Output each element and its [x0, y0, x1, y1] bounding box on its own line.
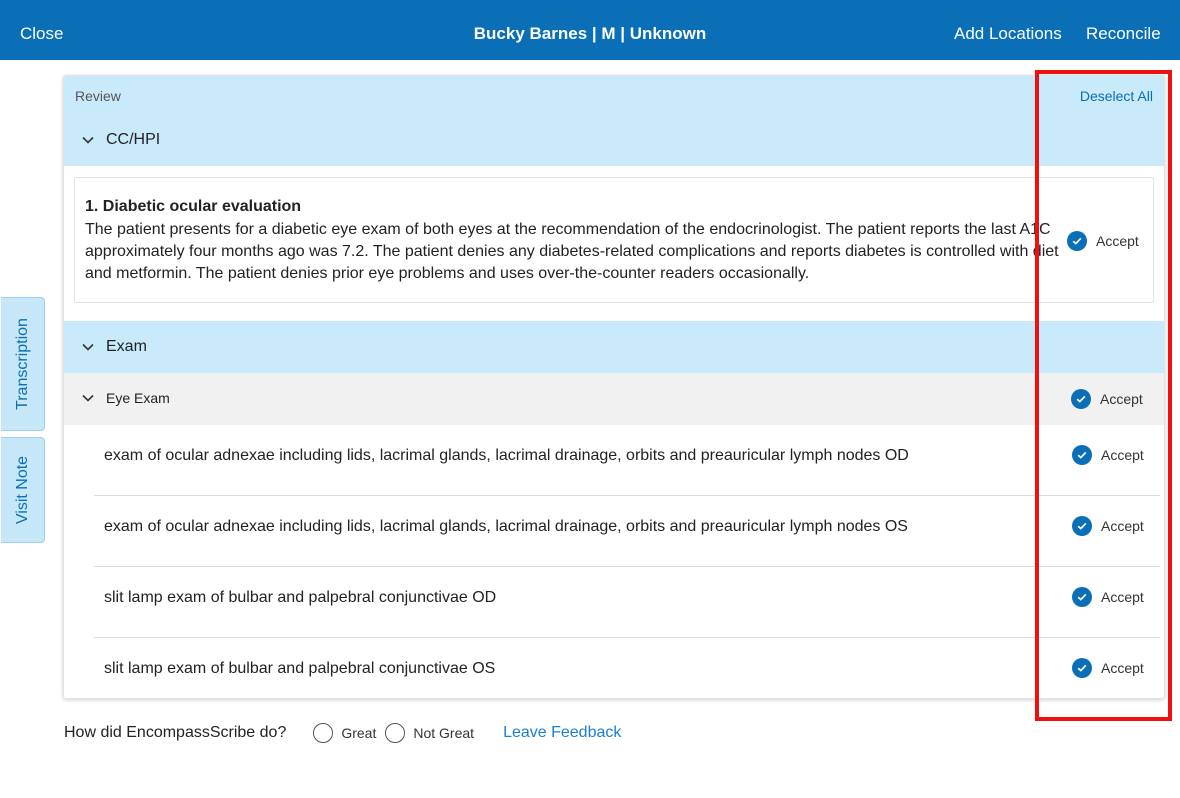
accept-label: Accept	[1096, 233, 1139, 249]
deselect-all-button[interactable]: Deselect All	[1079, 88, 1153, 104]
radio-great[interactable]	[313, 723, 333, 743]
accept-label: Accept	[1100, 391, 1143, 407]
close-button[interactable]: Close	[20, 24, 64, 43]
accept-exam-item-toggle[interactable]	[1072, 445, 1144, 465]
accept-label: Accept	[1101, 447, 1144, 463]
exam-item-text: slit lamp exam of bulbar and palpebral conjunctivae OS	[104, 660, 496, 677]
cc-hpi-section-label: CC/HPI	[106, 131, 161, 148]
review-label: Review	[75, 88, 121, 104]
feedback-option-not-great-label: Not Great	[413, 725, 475, 741]
feedback-option-great[interactable]	[313, 723, 376, 743]
review-header	[64, 76, 1164, 166]
exam-section-label: Exam	[106, 338, 147, 355]
tab-transcription-label: Transcription	[13, 318, 31, 410]
tab-visit-note-label: Visit Note	[13, 455, 31, 525]
accept-exam-item-toggle[interactable]	[1072, 516, 1144, 536]
accept-exam-item-toggle[interactable]	[1072, 587, 1144, 607]
eye-exam-section-toggle[interactable]	[80, 390, 170, 406]
exam-item-text: slit lamp exam of bulbar and palpebral conjunctivae OD	[104, 589, 497, 606]
tab-visit-note[interactable]	[1, 437, 45, 543]
accept-label: Accept	[1101, 518, 1144, 534]
check-circle-icon	[1071, 389, 1091, 409]
cc-hpi-item	[74, 177, 1154, 303]
reconcile-button[interactable]: Reconcile	[1086, 24, 1161, 43]
exam-item-row	[94, 567, 1160, 638]
feedback-option-not-great[interactable]	[385, 723, 474, 743]
top-bar	[0, 0, 1180, 60]
accept-cc-hpi-toggle[interactable]	[1067, 231, 1139, 251]
accept-label: Accept	[1101, 589, 1144, 605]
eye-exam-section-label: Eye Exam	[106, 390, 170, 406]
exam-item-row	[94, 496, 1160, 567]
check-circle-icon	[1067, 231, 1087, 251]
chevron-down-icon	[80, 390, 96, 406]
exam-item-text: exam of ocular adnexae including lids, lacrimal glands, lacrimal drainage, orbits and preauricular lymph nodes OD	[104, 447, 909, 464]
radio-not-great[interactable]	[385, 723, 405, 743]
tab-transcription[interactable]	[1, 297, 45, 431]
leave-feedback-link[interactable]: Leave Feedback	[503, 724, 622, 741]
exam-section-toggle[interactable]	[80, 338, 147, 356]
eye-exam-header	[64, 373, 1164, 425]
chevron-down-icon	[80, 132, 96, 148]
accept-exam-item-toggle[interactable]	[1072, 658, 1144, 678]
chevron-down-icon	[80, 339, 96, 355]
feedback-question: How did EncompassScribe do?	[64, 724, 287, 741]
patient-title: Bucky Barnes | M | Unknown	[473, 24, 707, 43]
cc-hpi-item-title: 1. Diabetic ocular evaluation	[85, 198, 302, 215]
check-circle-icon	[1072, 445, 1092, 465]
cc-hpi-section-toggle[interactable]	[80, 131, 160, 149]
check-circle-icon	[1072, 658, 1092, 678]
exam-item-row	[94, 638, 1160, 699]
feedback-row	[64, 723, 621, 743]
check-circle-icon	[1072, 587, 1092, 607]
check-circle-icon	[1072, 516, 1092, 536]
exam-item-text: exam of ocular adnexae including lids, lacrimal glands, lacrimal drainage, orbits and preauricular lymph nodes OS	[104, 518, 908, 535]
accept-eye-exam-toggle[interactable]	[1071, 389, 1143, 409]
review-card	[63, 75, 1165, 699]
add-locations-button[interactable]: Add Locations	[954, 24, 1062, 43]
accept-label: Accept	[1101, 660, 1144, 676]
cc-hpi-item-text: The patient presents for a diabetic eye exam of both eyes at the recommendation of the endocrinologist. The patient reports the last A1C approximately four months ago was 7.2. The patient denies any diabetes-related complications and reports diabetes is controlled with diet and metformin. The patient denies prior eye problems and uses over-the-counter readers occasionally.	[85, 221, 1059, 282]
exam-item-row	[94, 425, 1160, 496]
feedback-option-great-label: Great	[341, 725, 377, 741]
exam-header	[64, 321, 1164, 373]
